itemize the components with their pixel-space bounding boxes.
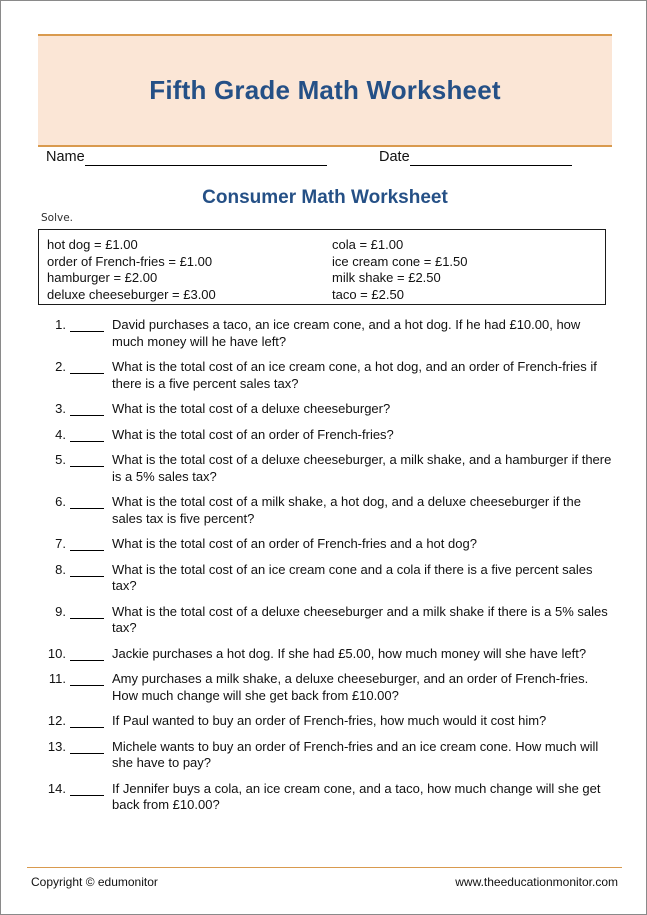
question-item [38,359,612,392]
question-text: David purchases a taco, an ice cream cone, and a hot dog. If he had £10.00, how much money will he have left? [112,317,581,349]
question-number: 7. [55,536,66,551]
footer-divider [27,867,622,868]
question-number: 1. [55,317,66,332]
answer-blank[interactable] [70,781,104,796]
question-number: 14. [47,780,66,796]
question-text: What is the total cost of an order of French-fries? [112,426,394,442]
question-text: What is the total cost of a deluxe cheeseburger? [112,401,391,416]
question-item [38,713,612,730]
question-text: What is the total cost of a deluxe cheeseburger, a milk shake, and a hamburger if there is a 5% sales tax? [112,452,612,484]
question-item [38,536,612,553]
question-text: Michele wants to buy an order of French-fries and an ice cream cone. How much will she have to pay? [112,738,599,770]
price-item: ice cream cone = £1.50 [332,253,468,269]
question-item [38,671,612,704]
question-number: 6. [55,494,66,509]
question-number: 8. [55,561,66,577]
answer-blank[interactable] [70,671,104,686]
website-link[interactable]: www.theeducationmonitor.com [455,875,618,889]
question-text: What is the total cost of an order of French-fries and a hot dog? [112,536,477,551]
question-text: What is the total cost of a milk shake, a hot dog, and a deluxe cheeseburger if the sales tax is five percent? [112,494,581,526]
answer-blank[interactable] [70,604,104,619]
date-label: Date [379,149,410,165]
answer-blank[interactable] [70,739,104,754]
name-field[interactable] [46,149,327,166]
name-write-line[interactable] [85,150,327,166]
question-text: If Jennifer buys a cola, an ice cream cone, and a taco, how much change will she get back from £10.00? [112,780,601,812]
question-number: 11. [48,671,66,686]
price-list-box [38,229,606,305]
answer-blank[interactable] [70,646,104,661]
question-text: What is the total cost of a deluxe cheeseburger and a milk shake if there is a 5% sales tax? [112,603,608,635]
question-item [38,401,612,418]
title-banner [38,34,612,147]
price-item: milk shake = £2.50 [332,270,441,285]
question-number: 10. [47,645,66,661]
question-item [38,452,612,485]
question-text: What is the total cost of an ice cream cone, a hot dog, and an order of French-fries if there is a five percent sales tax? [112,359,597,391]
price-item: taco = £2.50 [332,286,404,302]
answer-blank[interactable] [70,562,104,577]
question-number: 5. [55,452,66,467]
question-number: 4. [55,426,66,442]
question-item [38,494,612,527]
price-column-left [47,237,216,303]
page-footer [31,875,618,889]
price-item: hot dog = £1.00 [47,237,138,252]
price-item: cola = £1.00 [332,237,404,252]
question-text: Jackie purchases a hot dog. If she had £5.00, how much money will she have left? [112,645,587,661]
answer-blank[interactable] [70,713,104,728]
answer-blank[interactable] [70,494,104,509]
question-item [38,562,612,595]
page-title: Fifth Grade Math Worksheet [149,75,501,105]
question-item [38,317,612,350]
question-item [38,646,612,663]
question-text: If Paul wanted to buy an order of French-fries, how much would it cost him? [112,713,547,728]
answer-blank[interactable] [70,401,104,416]
question-text: What is the total cost of an ice cream cone and a cola if there is a five percent sales tax? [112,561,593,593]
answer-blank[interactable] [70,427,104,442]
answer-blank[interactable] [70,536,104,551]
name-label: Name [46,149,85,165]
instruction-text: Solve. [41,212,74,224]
question-item [38,604,612,637]
worksheet-subtitle: Consumer Math Worksheet [202,187,448,208]
question-item [38,427,612,444]
answer-blank[interactable] [70,452,104,467]
question-number: 2. [55,359,66,374]
question-number: 3. [55,401,66,416]
question-item [38,739,612,772]
question-number: 12. [47,713,66,728]
question-item [38,781,612,814]
date-field[interactable] [379,149,572,166]
price-column-right [332,237,468,303]
price-item: deluxe cheeseburger = £3.00 [47,286,216,302]
answer-blank[interactable] [70,359,104,374]
question-number: 13. [47,738,66,754]
name-date-row [46,149,579,171]
question-text: Amy purchases a milk shake, a deluxe cheeseburger, and an order of French-fries. How much change will she get back from £10.00? [112,671,589,703]
question-number: 9. [55,603,66,619]
price-item: order of French-fries = £1.00 [47,253,213,269]
answer-blank[interactable] [70,317,104,332]
price-item: hamburger = £2.00 [47,270,158,285]
date-write-line[interactable] [410,150,572,166]
question-list [38,317,612,823]
copyright-text: Copyright © edumonitor [31,875,158,889]
